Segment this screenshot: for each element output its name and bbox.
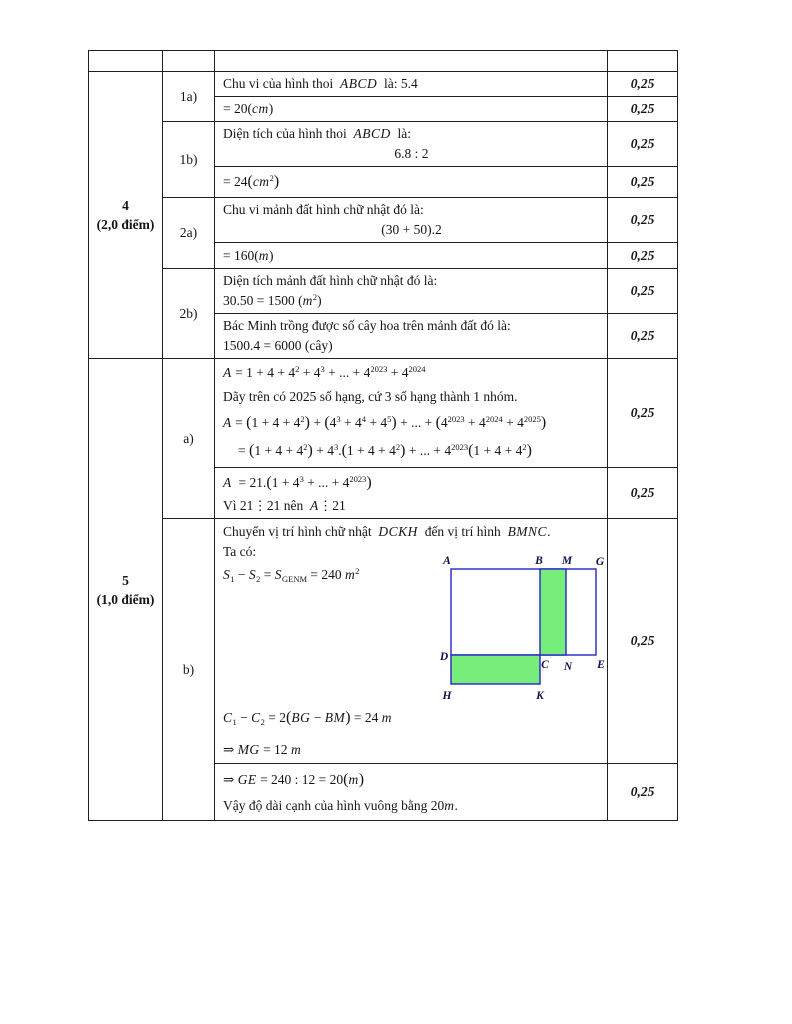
content-line: $A = 21.(1 + 4^3$ + ... + $4^{2023}$) <box>223 474 372 491</box>
content-line: 30.50 = 1500 $(m^2)$ <box>223 292 322 308</box>
content-line: ⇒ GE = 240 : 12 = 20(m) <box>223 771 365 788</box>
header-score-cell <box>608 51 678 72</box>
part-label-a: a) <box>163 359 215 519</box>
content-line: = 20(cm) <box>223 101 274 116</box>
content-line: ⇒ MG = 12 m <box>223 741 302 757</box>
content-line: Ta có: <box>223 543 257 559</box>
vertex-label-B: B <box>535 554 543 567</box>
table-row <box>89 198 678 243</box>
content-line: $A = (1 + 4 + 4^2) + (4^3 + 4^4 + 4^5)$ + ... + $(4^{2023} + 4^{2024} + 4^{2025})$ <box>223 414 547 431</box>
score-cell: 0,25 <box>608 198 678 243</box>
header-row <box>89 51 678 72</box>
question-number: 5 <box>122 572 129 588</box>
content-line: = 160(m) <box>223 247 274 263</box>
table-row <box>89 359 678 468</box>
table-row <box>89 519 678 764</box>
header-content-cell <box>215 51 608 72</box>
green-rect-DCKH <box>451 655 540 684</box>
question-points: (2,0 điểm) <box>96 217 155 232</box>
vertex-label-D: D <box>439 650 449 663</box>
vertex-label-C: C <box>541 658 549 671</box>
content-line: Dãy trên có 2025 số hạng, cứ 3 số hạng thành 1 nhóm. <box>223 389 518 404</box>
part-label-2b: 2b) <box>163 269 215 359</box>
question-5-cell <box>89 359 163 821</box>
content-line: Diện tích của hình thoi ABCD là: <box>223 126 411 141</box>
answer-cell <box>215 359 608 468</box>
vertex-label-A: A <box>443 554 451 567</box>
part-label-1b: 1b) <box>163 122 215 198</box>
header-question-cell <box>89 51 163 72</box>
vertex-label-E: E <box>597 658 605 671</box>
vertex-label-G: G <box>595 555 605 568</box>
answer-cell <box>215 72 608 97</box>
content-line: Chu vi mảnh đất hình chữ nhật đó là: <box>223 202 424 217</box>
question-points: (1,0 điểm) <box>96 591 155 607</box>
content-line: 1500.4 = 6000 (cây) <box>223 338 333 353</box>
score-cell: 0,25 <box>608 519 678 764</box>
content-line: 6.8 : 2 <box>394 146 429 161</box>
header-part-cell <box>163 51 215 72</box>
content-line: $C_1 - C_2 = 2(BG - BM) = 24$ m <box>223 708 393 727</box>
vertex-label-H: H <box>442 689 452 702</box>
content-line: (30 + 50).2 <box>381 222 442 237</box>
answer-cell <box>215 97 608 122</box>
vertex-label-K: K <box>536 689 544 702</box>
vertex-label-M: M <box>561 554 573 567</box>
question-number: 4 <box>122 198 129 213</box>
answer-cell <box>215 314 608 359</box>
score-cell: 0,25 <box>608 122 678 167</box>
content-line: Vậy độ dài cạnh của hình vuông bằng 20m. <box>223 798 458 813</box>
content-line: = $24(cm^2)$ <box>223 173 280 190</box>
answer-cell <box>215 167 608 198</box>
content-line: Bác Minh trồng được số cây hoa trên mảnh đất đó là: <box>223 318 511 333</box>
score-cell: 0,25 <box>608 167 678 198</box>
score-cell: 0,25 <box>608 243 678 269</box>
content-line: = $(1 + 4 + 4^2) + 4^3.(1 + 4 + 4^2)$ + ... + $4^{2023}(1 + 4 + 4^2)$ <box>238 442 532 459</box>
part-label-1a: 1a) <box>163 72 215 122</box>
answer-cell-with-diagram <box>215 519 608 764</box>
score-cell: 0,25 <box>608 97 678 122</box>
question-4-cell <box>89 72 163 359</box>
green-strip-BMNC <box>540 569 566 655</box>
table-row <box>89 269 678 314</box>
answer-cell <box>215 269 608 314</box>
content-line: $S_1 - S_2 = S_{GENM} = 240$ $m^2$ <box>223 565 360 584</box>
answer-cell <box>215 243 608 269</box>
score-cell: 0,25 <box>608 359 678 468</box>
answer-cell <box>215 468 608 519</box>
score-cell: 0,25 <box>608 764 678 821</box>
grading-rubric-table <box>88 50 678 821</box>
table-row <box>89 72 678 97</box>
content-line: Chu vi của hình thoi ABCD là: 5.4 <box>223 76 418 91</box>
score-cell: 0,25 <box>608 269 678 314</box>
content-line: $A = 1 + 4 + 4^2 + 4^3$ + ... + $4^{2023} + 4^{2024}$ <box>223 364 426 380</box>
vertex-label-N: N <box>563 660 573 673</box>
part-label-b: b) <box>163 519 215 821</box>
answer-cell <box>215 764 608 821</box>
score-cell: 0,25 <box>608 72 678 97</box>
content-line: Diện tích mảnh đất hình chữ nhật đó là: <box>223 273 438 288</box>
score-cell: 0,25 <box>608 314 678 359</box>
table-row <box>89 122 678 167</box>
part-label-2a: 2a) <box>163 198 215 269</box>
big-rectangle <box>451 569 596 655</box>
square-rearrangement-diagram <box>439 553 608 703</box>
content-line: Chuyển vị trí hình chữ nhật DCKH đến vị trí hình BMNC. <box>223 523 551 539</box>
score-cell: 0,25 <box>608 468 678 519</box>
answer-cell <box>215 198 608 243</box>
content-line: Vì 21⋮21 nên A⋮21 <box>223 498 346 513</box>
answer-cell <box>215 122 608 167</box>
